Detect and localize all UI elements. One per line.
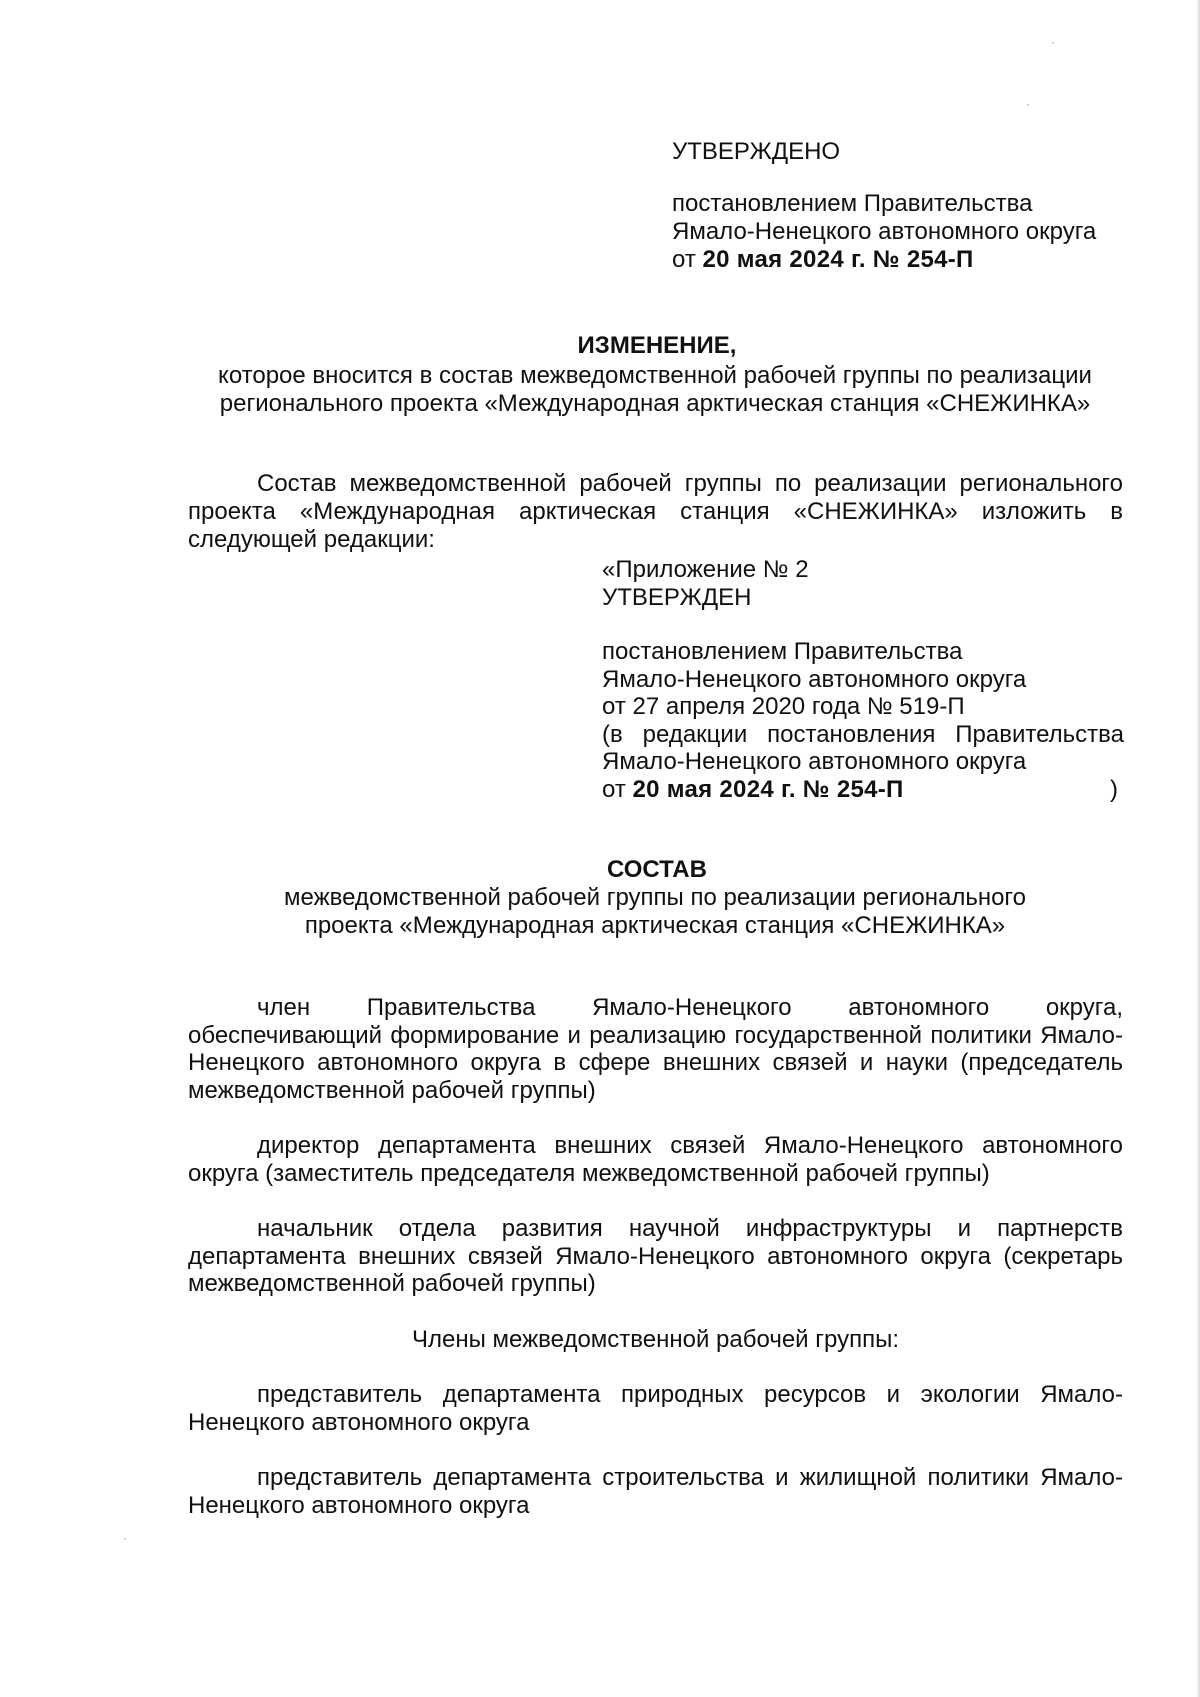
members-group-heading: Члены межведомственной рабочей группы: bbox=[412, 1325, 899, 1353]
edition-word: Правительства bbox=[955, 720, 1124, 748]
approval-reference bbox=[672, 246, 1142, 274]
member-chair: член Правительства Ямало-Ненецкого автономного округа, обеспечивающий формирование и реализацию государственной политики Ямало-Ненецкого автономного округа в сфере внешних связей и науки (председатель межведомственной рабочей группы) bbox=[188, 994, 1123, 1104]
appendix-ref-prefix: от bbox=[602, 775, 633, 803]
approval-label: УТВЕРЖДЕНО bbox=[672, 138, 841, 165]
member-item: представитель департамента природных ресурсов и экологии Ямало-Ненецкого автономного округа bbox=[188, 1381, 1123, 1436]
document-subtitle bbox=[180, 362, 1130, 418]
composition-title: СОСТАВ bbox=[607, 856, 707, 883]
appendix-gap bbox=[602, 611, 1124, 638]
approval-ref-prefix: от bbox=[672, 246, 703, 273]
approval-ref-number: 20 мая 2024 г. № 254-П bbox=[702, 246, 974, 273]
members-list bbox=[188, 994, 1123, 1547]
approval-line: постановлением Правительства bbox=[672, 190, 1033, 217]
appendix-ref-number: 20 мая 2024 г. № 254-П bbox=[632, 775, 904, 803]
document-title: ИЗМЕНЕНИЕ, bbox=[577, 332, 737, 359]
appendix-number: «Приложение № 2 bbox=[602, 556, 809, 583]
scan-speck bbox=[1027, 104, 1029, 106]
appendix-edition-line bbox=[602, 721, 1124, 749]
edition-word: (в bbox=[602, 720, 623, 748]
subtitle-line: регионального проекта «Международная арктическая станция «СНЕЖИНКА» bbox=[219, 390, 1091, 417]
appendix-approved-label: УТВЕРЖДЕН bbox=[602, 583, 752, 611]
composition-line: межведомственной рабочей группы по реализации регионального bbox=[284, 884, 1026, 911]
scan-speck bbox=[1052, 42, 1054, 44]
member-item: представитель департамента строительства и жилищной политики Ямало-Ненецкого автономного округа bbox=[188, 1464, 1123, 1519]
appendix-line: Ямало-Ненецкого автономного округа bbox=[602, 665, 1027, 693]
member-deputy: директор департамента внешних связей Ямало-Ненецкого автономного округа (заместитель председателя межведомственной рабочей группы) bbox=[188, 1132, 1123, 1187]
composition-subtitle bbox=[180, 884, 1130, 940]
appendix-line: от 27 апреля 2020 года № 519-П bbox=[602, 693, 965, 720]
appendix-edition-line-2: Ямало-Ненецкого автономного округа bbox=[602, 748, 1027, 775]
page-edge-shadow bbox=[1196, 0, 1200, 1697]
composition-line: проекта «Международная арктическая станция «СНЕЖИНКА» bbox=[304, 912, 1006, 939]
edition-word: редакции bbox=[642, 720, 748, 748]
appendix-line: постановлением Правительства bbox=[602, 638, 963, 665]
edition-word: постановления bbox=[767, 720, 936, 748]
appendix-reference bbox=[602, 776, 1124, 804]
scan-speck bbox=[124, 1538, 126, 1540]
member-secretary: начальник отдела развития научной инфраструктуры и партнерств департамента внешних связей Ямало-Ненецкого автономного округа (секретарь межведомственной рабочей группы) bbox=[188, 1215, 1123, 1297]
approval-line: Ямало-Ненецкого автономного округа bbox=[672, 218, 1097, 245]
intro-paragraph: Состав межведомственной рабочей группы по реализации регионального проекта «Международная арктическая станция «СНЕЖИНКА» изложить в следующей редакции: bbox=[188, 470, 1123, 553]
appendix-close-paren: ) bbox=[1110, 775, 1118, 803]
subtitle-line: которое вносится в состав межведомственной рабочей группы по реализации bbox=[218, 362, 1092, 389]
approval-stamp-block bbox=[672, 138, 1142, 274]
appendix-stamp-block bbox=[602, 556, 1124, 803]
